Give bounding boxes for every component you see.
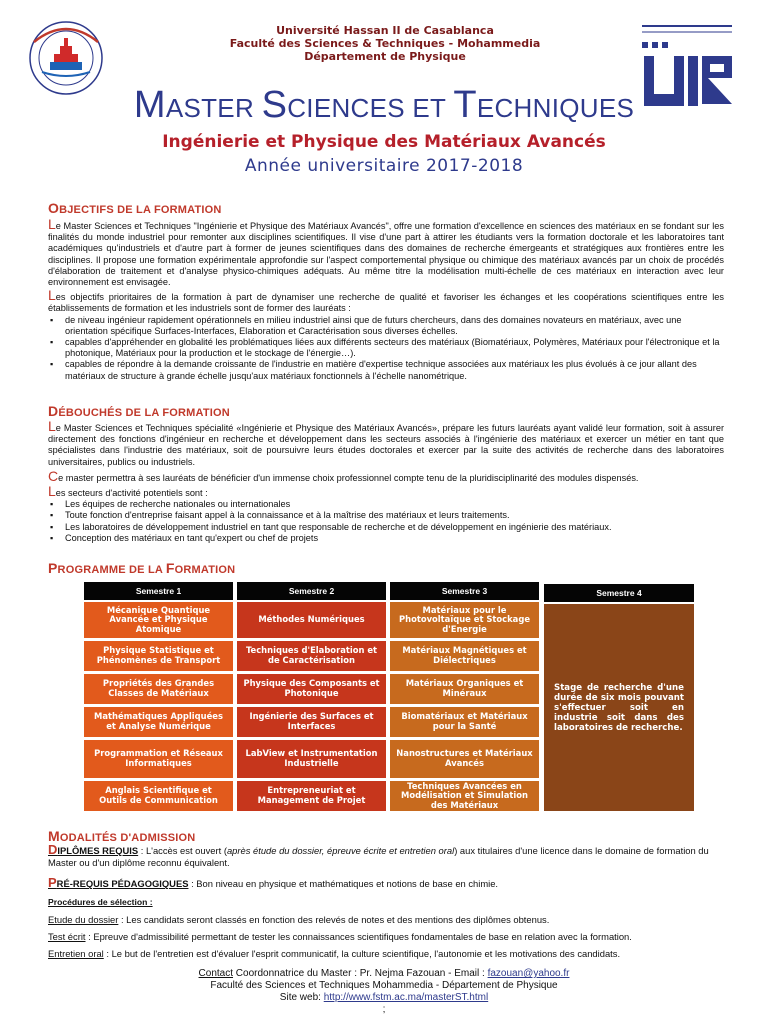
title-letter-s: S <box>261 84 288 126</box>
debouches-heading-cap: D <box>48 403 59 419</box>
module-cell: Physique Statistique et Phénomènes de Transport <box>84 641 233 671</box>
prereq-text: : Bon niveau en physique et mathématiques et notions de base en chimie. <box>188 878 499 889</box>
title-letter-t: T <box>453 84 477 126</box>
list-item: ▪ Conception des matériaux en tant qu'expert ou chef de projets <box>48 533 724 544</box>
site-label: Site web: <box>279 992 324 1003</box>
title-word-aster: ASTER <box>165 93 262 123</box>
module-cell: Physique des Composants et Photonique <box>237 674 386 704</box>
module-cell: Matériaux Organiques et Minéraux <box>390 674 539 704</box>
module-cell: Techniques Avancées en Modélisation et Simulation des Matériaux <box>390 781 539 811</box>
list-item: ▪ Les équipes de recherche nationales ou internationales <box>48 499 724 510</box>
programme-heading-rest-2: ORMATION <box>174 564 236 576</box>
department-name: Département de Physique <box>304 50 466 63</box>
module-cell: Techniques d'Elaboration et de Caractérisation <box>237 641 386 671</box>
debouches-p1-cap: L <box>48 418 56 434</box>
master-title <box>0 84 768 127</box>
title-word-echniques: ECHNIQUES <box>476 93 635 123</box>
etude-label: Etude du dossier <box>48 914 119 925</box>
prereq-label <box>48 875 189 890</box>
admission-heading-rest: ODALITÉS D'ADMISSION <box>59 832 196 844</box>
list-item: ▪ capables d'appréhender en globalité les problématiques liées aux différents secteurs des matériaux (Biomatériaux, Polymères, Matériaux pour l'électronique et la photonique, Matériaux pour la production et le stockage de l'énergie…). <box>48 337 724 359</box>
module-cell: Mathématiques Appliquées et Analyse Numérique <box>84 707 233 737</box>
list-item: ▪ capables de répondre à la demande croissante de l'industrie en matière d'expertise technique associées aux matériaux les plus évolués à ce jour allant des matériaux de structure à grande échelle jusqu'aux matériaux fonctionnels à l'échelle nanométrique. <box>48 359 724 381</box>
diplomes-cap: D <box>48 842 58 857</box>
module-cell: Entrepreneuriat et Management de Projet <box>237 781 386 811</box>
title-word-ciences: CIENCES ET <box>287 93 454 123</box>
debouches-paragraph-3 <box>48 483 724 500</box>
test-label: Test écrit <box>48 931 86 942</box>
module-cell: LabView et Instrumentation Industrielle <box>237 740 386 778</box>
prerequis <box>48 877 724 890</box>
procedures-label: Procédures de sélection : <box>48 897 153 907</box>
module-cell: Propriétés des Grandes Classes de Matériaux <box>84 674 233 704</box>
programme-heading-cap-1: P <box>48 560 58 576</box>
module-cell: Méthodes Numériques <box>237 602 386 638</box>
admission-heading-cap: M <box>48 828 60 844</box>
semester-1-header: Semestre 1 <box>84 582 233 600</box>
entretien-label: Entretien oral <box>48 948 104 959</box>
university-name: Université Hassan II de Casablanca <box>276 24 494 37</box>
faculty-name: Faculté des Sciences & Techniques - Mohammedia <box>229 37 541 50</box>
email-link[interactable]: fazouan@yahoo.fr <box>487 968 570 979</box>
entretien-text: : Le but de l'entretien est d'évaluer l'esprit communicatif, la culture scientifique, l'autonomie et les motivations des candidats. <box>103 948 621 959</box>
admission-body <box>48 844 724 960</box>
objectifs-heading-cap: O <box>48 200 60 216</box>
academic-year: Année universitaire 2017-2018 <box>244 156 524 176</box>
module-cell: Nanostructures et Matériaux Avancés <box>390 740 539 778</box>
debouches-paragraph-1 <box>48 418 724 468</box>
module-cell: Programmation et Réseaux Informatiques <box>84 740 233 778</box>
etude-dossier <box>48 914 724 926</box>
test-text: : Epreuve d'admissibilité permettant de tester les connaissances scientifiques fondamentales de base en relation avec la formation. <box>85 931 632 942</box>
module-cell: Anglais Scientifique et Outils de Communication <box>84 781 233 811</box>
university-header <box>150 24 620 63</box>
prereq-label-text: RÉ-REQUIS PÉDAGOGIQUES <box>56 878 189 889</box>
module-cell: Mécanique Quantique Avancée et Physique Atomique <box>84 602 233 638</box>
programme-heading <box>48 560 235 576</box>
module-cell: Matériaux Magnétiques et Diélectriques <box>390 641 539 671</box>
objectifs-heading <box>48 200 222 216</box>
debouches-p2-text: e master permettra à ses lauréats de bénéficier d'un immense choix professionnel compte tenu de la pluridisciplinarité des modules dispensés. <box>58 472 639 483</box>
diplomes-label-text: IPLÔMES REQUIS <box>57 845 139 856</box>
objectifs-p1-text: e Master Sciences et Techniques "Ingénierie et Physique des Matériaux Avancés", offre une formation d'excellence en sciences des matériaux en se fondant sur les finalités du monde industriel pour remonter aux disciplines scientifiques. Il vise d'une part à attirer les étudiants vers la formation doctorale et les laboratoires tant académiques qu'industriels et d'autre part à former de jeunes scientifiques dans des domaines de recherche émergeants et stratégiques aux frontières entre les disciplines. Il propose une formation expérimentale approfondie sur l'aspect comportemental physique ou chimique des matériaux avancés par un choix de procédés d'élaboration de traitement et d'analyse physico-chimiques adéquats. Au même titre la modélisation multi-échelle de ces matériaux en interaction avec leur environnement est envisagée. <box>48 221 724 288</box>
list-item: ▪ Toute fonction d'entreprise faisant appel à la connaissance et à la maîtrise des matériaux et leurs traitements. <box>48 510 724 521</box>
debouches-body <box>48 418 724 544</box>
objectifs-paragraph-1 <box>48 216 724 288</box>
title-letter-m: M <box>133 84 166 126</box>
stage-cell: Stage de recherche d'une durée de six mois pouvant s'effectuer soit en industrie soit dans des laboratoires de recherche. <box>544 604 694 811</box>
objectifs-p2-text: es objectifs prioritaires de la formation à part de dynamiser une recherche de qualité et favoriser les échanges et les coopérations scientifiques entre les établissements de formation et les industriels sont de former des lauréats : <box>48 292 724 314</box>
contact-line <box>0 968 768 980</box>
objectifs-p2-cap: L <box>48 287 56 304</box>
contact-text: Coordonnatrice du Master : Pr. Nejma Fazouan - Email : <box>233 968 488 979</box>
objectifs-heading-rest: BJECTIFS DE LA FORMATION <box>59 204 222 216</box>
objectifs-paragraph-2 <box>48 287 724 314</box>
debouches-paragraph-2 <box>48 467 724 484</box>
footer <box>0 968 768 1016</box>
debouches-p3-text: es secteurs d'activité potentiels sont : <box>55 488 208 499</box>
objectifs-body <box>48 216 724 382</box>
test-ecrit <box>48 931 724 943</box>
trailing-mark: ; <box>382 1004 386 1015</box>
module-cell: Ingénierie des Surfaces et Interfaces <box>237 707 386 737</box>
contact-label: Contact <box>198 968 234 979</box>
list-item: ▪ de niveau ingénieur rapidement opérationnels en milieu industriel ainsi que de futurs chercheurs, dans des domaines novateurs en matériaux, avec une orientation spécifique Surfaces-Interfaces, Elaboration et Caractérisation sous diverses échelles. <box>48 315 724 337</box>
website-line <box>0 992 768 1004</box>
debouches-p3-cap: L <box>48 483 56 500</box>
module-cell: Biomatériaux et Matériaux pour la Santé <box>390 707 539 737</box>
objectifs-p1-cap: L <box>48 216 56 232</box>
programme-heading-rest-1: ROGRAMME DE LA <box>57 564 166 576</box>
diplomes-text-a: : L'accès est ouvert ( <box>138 845 227 856</box>
master-subtitle: Ingénierie et Physique des Matériaux Avancés <box>162 132 606 152</box>
diplomes-text-italic: après étude du dossier, épreuve écrite et entretien oral <box>226 845 455 856</box>
entretien-oral <box>48 948 724 960</box>
semester-4-header: Semestre 4 <box>544 584 694 602</box>
objectifs-bullets <box>48 315 724 382</box>
debouches-p2-cap: C <box>48 467 59 484</box>
debouches-heading <box>48 403 230 419</box>
debouches-bullets <box>48 499 724 544</box>
semester-2-header: Semestre 2 <box>237 582 386 600</box>
programme-heading-cap-2: F <box>165 560 175 576</box>
diplomes-text-b: ) aux titulaires d'une licence dans le domaine de formation du Master ou d'un diplôme reconnu équivalent. <box>48 845 709 868</box>
prereq-cap: P <box>48 875 57 890</box>
admission-heading <box>48 828 195 844</box>
diplomes-label <box>48 842 139 857</box>
debouches-heading-rest: ÉBOUCHÉS DE LA FORMATION <box>58 407 230 419</box>
diplomes-requis <box>48 844 724 869</box>
etude-text: : Les candidats seront classés en fonction des relevés de notes et des mentions des diplômes obtenus. <box>118 914 550 925</box>
semester-3-header: Semestre 3 <box>390 582 539 600</box>
debouches-p1-text: e Master Sciences et Techniques spécialité «Ingénierie et Physique des Matériaux Avancés», prépare les futurs lauréats ayant validé leur formation, soit à assurer directement des fonctions d'ingénieur en recherche et développement dans les secteurs associés à l'ingénierie des matériaux et exercer un métier en tant que spécialistes dans l'industrie des matériaux, soit de poursuivre leurs études doctorales et exercer par la suite des activités de recherche dans des laboratoires universitaires, publics ou industriels. <box>48 423 724 467</box>
website-link[interactable]: http://www.fstm.ac.ma/masterST.html <box>323 992 489 1003</box>
list-item: ▪ Les laboratoires de développement industriel en tant que responsable de recherche et de développement en ingénierie des matériaux. <box>48 522 724 533</box>
procedures-heading <box>48 896 724 908</box>
faculty-line: Faculté des Sciences et Techniques Mohammedia - Département de Physique <box>210 980 558 991</box>
module-cell: Matériaux pour le Photovoltaïque et Stockage d'Energie <box>390 602 539 638</box>
